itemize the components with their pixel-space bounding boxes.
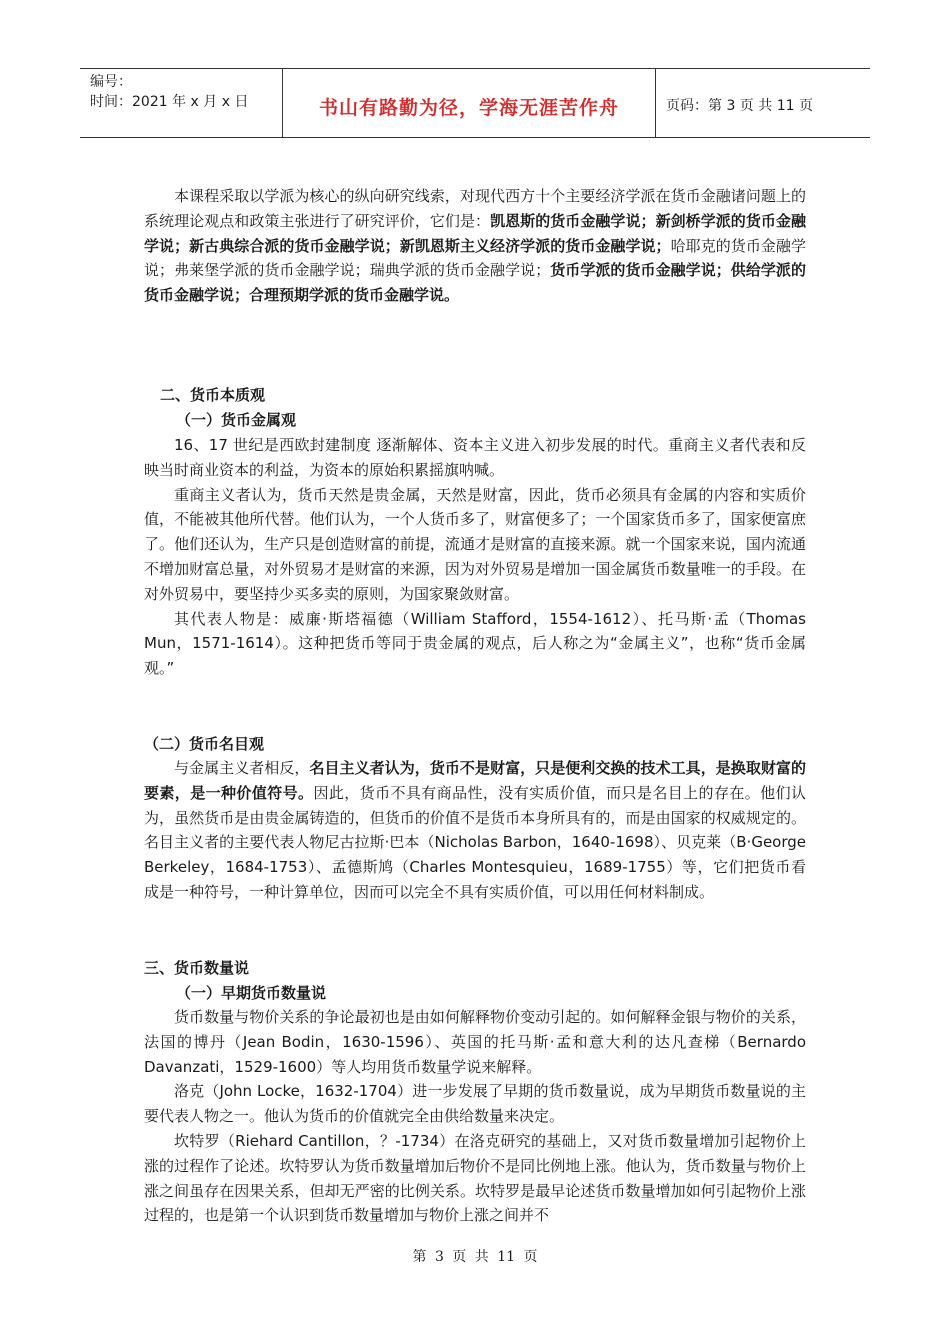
paragraph-text: 因此，货币不具有商品性，没有实质价值，而只是名目上的存在。他们认为，虽然货币是由贵金属铸造的，但货币的价值不是货币本身所具有的，而是由国家的权威规定的。名目主义者的主要代表人物尼古拉斯·巴本（Nicholas Barbon，1640-1698）、贝克莱（B·George Berkeley，1684-1753）、孟德斯鸠（Charles Montesquieu，1689-1755）等，它们把货币看成是一种符号，一种计算单位，因而可以完全不具有实质价值，可以用任何材料制成。	[144, 783, 806, 901]
number-label: 编号：	[90, 74, 132, 90]
section-2-heading: 二、货币本质观	[160, 386, 266, 404]
header-page-cell	[656, 69, 870, 137]
motto-text: 书山有路勤为径，学海无涯苦作舟	[318, 97, 619, 119]
paragraph: 坎特罗（Riehard Cantillon，？-1734）在洛克研究的基础上，又对货币数量增加引起物价上涨的过程作了论述。坎特罗认为货币数量增加后物价不是同比例地上涨。他认为，货币数量与物价上涨之间虽存在因果关系，但却无严密的比例关系。坎特罗是最早论述货币数量增加如何引起物价上涨过程的，也是第一个认识到货币数量增加与物价上涨之间并不	[144, 1131, 806, 1225]
page-header	[80, 68, 870, 138]
paragraph: 其代表人物是：威廉·斯塔福德（William Stafford，1554-1612）、托马斯·孟（Thomas Mun，1571-1614）。这种把货币等同于贵金属的观点，后人称之为“金属主义”，也称“货币金属观。”	[144, 609, 806, 678]
section-3-body	[144, 1005, 806, 1228]
intro-text: 本课程采取以学派为核心的纵向研究线索，对现代西方十个主要经济学派在货币金融诸问题上的系统理论观点和政策主张进行了研究评价，它们是：	[144, 187, 806, 230]
time-label: 时间：2021 年 x 月 x 日	[90, 94, 249, 110]
section-3-sub1-heading: （一）早期货币数量说	[176, 984, 327, 1002]
section-2-sub1-body	[144, 433, 806, 681]
section-2-sub2-heading: （二）货币名目观	[144, 735, 265, 753]
paragraph-bold: 名目主义者认为，货币不是财富，只是便利交换的技术工具，是换取财富的要素，是一种价值符号。	[144, 759, 806, 802]
paragraph: 洛克（John Locke，1632-1704）进一步发展了早期的货币数量说，成为早期货币数量说的主要代表人物之一。他认为货币的价值就完全由供给数量来决定。	[144, 1082, 806, 1126]
section-3-heading: 三、货币数量说	[144, 959, 250, 977]
paragraph: 16、17 世纪是西欧封建制度 逐渐解体、资本主义进入初步发展的时代。重商主义者代表和反映当时商业资本的利益，为资本的原始积累摇旗呐喊。	[144, 436, 806, 479]
header-motto-cell	[283, 69, 656, 137]
paragraph: 货币数量与物价关系的争论最初也是由如何解释物价变动引起的。如何解释金银与物价的关系，法国的博丹（Jean Bodin，1630-1596）、英国的托马斯·孟和意大利的达凡查梯（Bernardo Davanzati，1529-1600）等人均用货币数量学说来解释。	[144, 1008, 806, 1076]
section-2-sub2-body	[144, 756, 806, 905]
intro-paragraph	[144, 184, 806, 308]
section-2-sub1-heading: （一）货币金属观	[176, 411, 297, 429]
intro-bold-1: 凯恩斯的货币金融学说；新剑桥学派的货币金融学说；新古典综合派的货币金融学说；新凯恩斯主义经济学派的货币金融学说；	[144, 211, 806, 255]
intro-bold-2: 货币学派的货币金融学说；供给学派的货币金融学说；合理预期学派的货币金融学说。	[144, 261, 806, 305]
paragraph-text: 与金属主义者相反，	[174, 759, 310, 777]
intro-text-2: 哈耶克的货币金融学说；弗莱堡学派的货币金融学说；瑞典学派的货币金融学说；	[144, 236, 806, 280]
paragraph: 重商主义者认为，货币天然是贵金属，天然是财富，因此，货币必须具有金属的内容和实质价值，不能被其他所代替。他们认为，一个人货币多了，财富便多了；一个国家货币多了，国家便富庶了。他们还认为，生产只是创造财富的前提，流通才是财富的直接来源。就一个国家来说，国内流通不增加财富总量，对外贸易才是财富的来源，因为对外贸易是增加一国金属货币数量唯一的手段。在对外贸易中，要坚持少买多卖的原则，为国家聚敛财富。	[144, 485, 806, 603]
page-footer: 第 3 页 共 11 页	[412, 1249, 538, 1265]
header-meta-cell	[80, 69, 283, 137]
page-info: 页码：第 3 页 共 11 页	[666, 98, 813, 114]
